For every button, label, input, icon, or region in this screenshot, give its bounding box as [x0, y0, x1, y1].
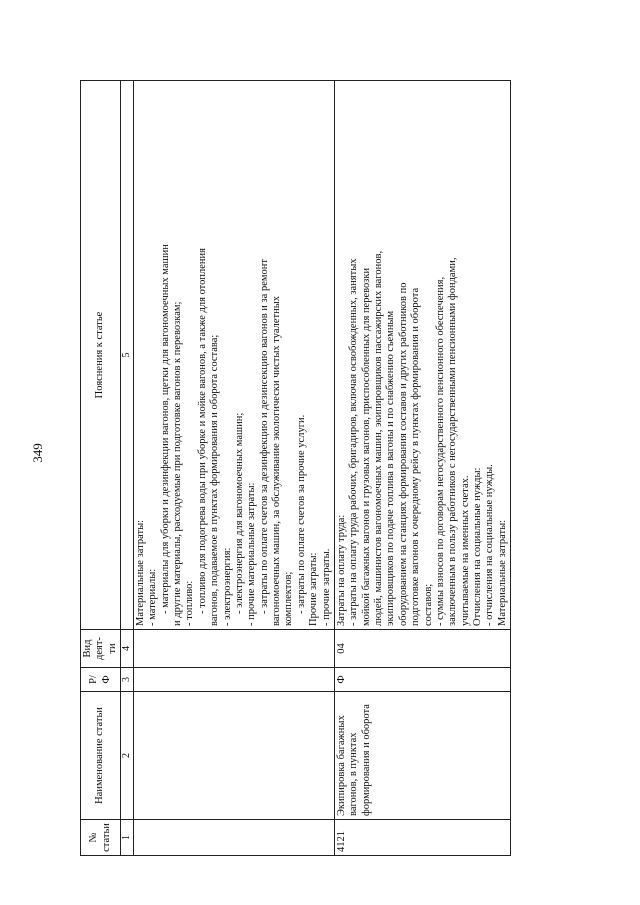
column-number: 2: [121, 692, 134, 820]
column-number: 4: [121, 630, 134, 668]
header-r-f: Р/Ф: [81, 668, 121, 692]
explanation-line: учитываемые на именных счетах.: [459, 475, 471, 626]
header-row: [81, 81, 121, 856]
explanation-line: - электроэнергия для вагономоечных машин;: [233, 412, 245, 614]
explanation-line: вагонов, подаваемое в пунктах формирования и оборота состава;: [209, 334, 221, 626]
r-f-cell: Ф: [334, 668, 510, 692]
explanation-line: - отчисления на социальные нужды.: [484, 464, 496, 626]
header-explanations: Пояснения к статье: [81, 81, 121, 630]
explanation-line: - затраты по оплате счетов за дезинфекцию и дезинсекцию вагонов и за ремонт: [258, 259, 270, 614]
header-article-number: № статьи: [81, 820, 121, 856]
explanation-line: мойкой багажных вагонов и грузовых вагонов, приспособленных для перевозки: [360, 267, 372, 626]
explanation-line: Материальные затраты:: [134, 519, 146, 626]
r-f-cell: [133, 668, 334, 692]
rotated-table-sheet: [80, 80, 630, 856]
explanation-line: - топливо для подогрева воды при уборке и мойке вагонов, а также для отопления: [196, 248, 208, 614]
explanation-cell: [334, 81, 510, 630]
explanation-line: оборудованием на станциях формирования составов и других работников по: [397, 282, 409, 626]
explanation-line: - прочие затраты.: [320, 548, 332, 626]
article-name-cell: Экипировка багажных вагонов, в пунктах формирования и оборота: [334, 692, 510, 820]
explanation-line: заключенным в пользу работников с негосударственными пенсионными фондами,: [447, 257, 459, 626]
activity-kind-cell: [133, 630, 334, 668]
article-number-cell: 4121: [334, 820, 510, 856]
article-name-cell: [133, 692, 334, 820]
explanation-line: людей, машинистов вагономоечных машин, экипировщиков пассажирских вагонов,: [373, 250, 385, 626]
explanation-line: - прочие материальные затраты:: [246, 482, 258, 626]
explanation-line: - затраты на оплату труда рабочих, бригадиров, включая освобожденных, занятых: [348, 258, 360, 626]
activity-kind-cell: 04: [334, 630, 510, 668]
explanation-line: экипировщиков по подаче топлива в вагоны и по снабжению съемным: [385, 310, 397, 626]
explanation-line: Отчисления на социальные нужды:: [472, 467, 484, 626]
explanation-line: Прочие затраты:: [308, 552, 320, 626]
explanation-line: - материалы для уборки и дезинфекции вагонов, щетки для вагономоечных машин: [159, 244, 171, 614]
explanation-line: - суммы взносов по договорам негосударственного пенсионного обеспечения,: [434, 276, 446, 626]
explanation-cell: [133, 81, 334, 630]
column-number: 1: [121, 820, 134, 856]
explanation-line: подготовке вагонов к очередному рейсу в пунктах формирования и оборота: [410, 287, 422, 626]
explanation-line: - топливо:: [184, 580, 196, 626]
articles-table: [80, 80, 511, 856]
explanation-line: - электроэнергия:: [221, 547, 233, 626]
explanation-line: комплектов;: [283, 571, 295, 626]
explanation-line: - затраты по оплате счетов за прочие услуги.: [295, 414, 307, 614]
explanation-line: вагономоечных машин, за обслуживание экологически чистых туалетных: [271, 295, 283, 626]
column-number: 5: [121, 81, 134, 630]
table-row: [334, 81, 510, 856]
header-activity-kind: Вид деят-ти: [81, 630, 121, 668]
article-number-cell: [133, 820, 334, 856]
column-number-row: [121, 81, 134, 856]
header-article-name: Наименование статьи: [81, 692, 121, 820]
explanation-line: и другие материалы, расходуемые при подготовке вагонов к перевозкам;: [172, 301, 184, 626]
explanation-line: Материальные затраты:: [496, 519, 508, 626]
column-number: 3: [121, 668, 134, 692]
explanation-line: составов;: [422, 583, 434, 626]
explanation-line: - материалы:: [147, 568, 159, 626]
page-number: 349: [30, 443, 45, 463]
table-row: [133, 81, 334, 856]
explanation-line: Затраты на оплату труда:: [335, 514, 347, 626]
